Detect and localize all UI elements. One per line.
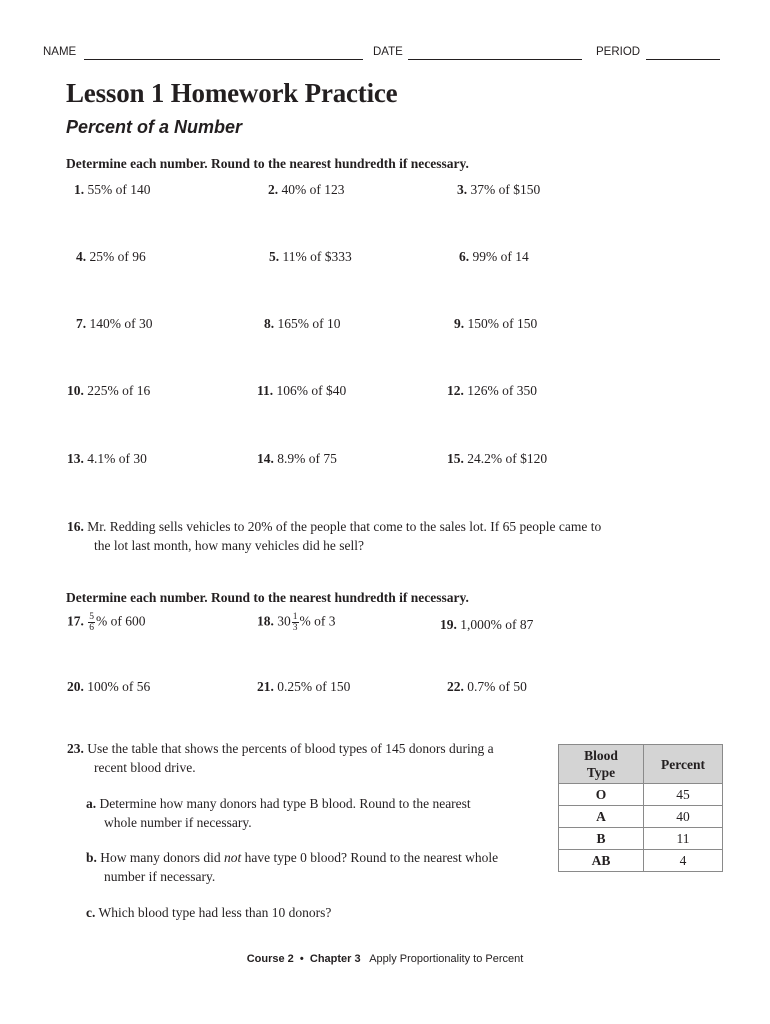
problem-6: 6. 99% of 14 bbox=[459, 249, 529, 264]
page-footer: Course 2 • Chapter 3 Apply Proportionality to Percent bbox=[246, 953, 524, 965]
table-row: O 45 bbox=[559, 784, 723, 806]
problem-8: 8. 165% of 10 bbox=[264, 316, 341, 331]
problem-14: 14. 8.9% of 75 bbox=[257, 451, 337, 466]
instructions-1: Determine each number. Round to the nearest hundredth if necessary. bbox=[66, 156, 469, 171]
period-field[interactable] bbox=[646, 59, 720, 60]
date-field[interactable] bbox=[408, 59, 582, 60]
problem-7: 7. 140% of 30 bbox=[76, 316, 153, 331]
problem-10: 10. 225% of 16 bbox=[67, 383, 151, 398]
problem-20: 20. 100% of 56 bbox=[67, 679, 151, 694]
fraction: $\frac{1}{3}$ bbox=[292, 612, 298, 633]
date-label: DATE bbox=[373, 46, 403, 58]
table-row: AB 4 bbox=[559, 850, 723, 872]
problem-5: 5. 11% of $333 bbox=[269, 249, 352, 264]
table-row: B 11 bbox=[559, 828, 723, 850]
problem-4: 4. 25% of 96 bbox=[76, 249, 146, 264]
table-row: A 40 bbox=[559, 806, 723, 828]
problem-1: 1. 55% of 140 bbox=[74, 182, 151, 197]
problem-23b: b. How many donors did not have type 0 blood? Round to the nearest whole number if necessary. bbox=[86, 850, 499, 884]
header-blood-type: Blood Type bbox=[559, 745, 644, 784]
problem-17: 17. $\frac{5}{6}$ % of 600 bbox=[67, 612, 146, 633]
fraction: $\frac{5}{6}$ bbox=[89, 612, 94, 633]
problem-16: 16. Mr. Redding sells vehicles to 20% of the people that come to the sales lot. If 65 people came to the lot last month, how many vehicles did he sell? bbox=[67, 519, 602, 553]
problem-23c: c. Which blood type had less than 10 donors? bbox=[86, 905, 332, 920]
problem-21: 21. 0.25% of 150 bbox=[257, 679, 351, 694]
name-field[interactable] bbox=[84, 59, 363, 60]
instructions-2: Determine each number. Round to the nearest hundredth if necessary. bbox=[66, 590, 469, 605]
problem-11: 11. 106% of $40 bbox=[257, 383, 347, 398]
problem-19: 19. 1,000% of 87 bbox=[440, 617, 534, 632]
problem-23a: a. Determine how many donors had type B blood. Round to the nearest whole number if necessary. bbox=[86, 796, 471, 830]
blood-type-table bbox=[558, 744, 723, 872]
header-percent: Percent bbox=[644, 745, 723, 784]
problem-15: 15. 24.2% of $120 bbox=[447, 451, 548, 466]
page-subtitle: Percent of a Number bbox=[66, 117, 243, 137]
problem-13: 13. 4.1% of 30 bbox=[67, 451, 147, 466]
period-label: PERIOD bbox=[596, 46, 641, 58]
problem-22: 22. 0.7% of 50 bbox=[447, 679, 527, 694]
problem-9: 9. 150% of 150 bbox=[454, 316, 538, 331]
name-label: NAME bbox=[43, 46, 77, 58]
problem-23: 23. Use the table that shows the percents of blood types of 145 donors during a recent blood drive. bbox=[67, 741, 494, 775]
problem-3: 3. 37% of $150 bbox=[457, 182, 541, 197]
problem-12: 12. 126% of 350 bbox=[447, 383, 537, 398]
page-title: Lesson 1 Homework Practice bbox=[66, 78, 398, 108]
problem-18: 18. 30 $\frac{1}{3}$ % of 3 bbox=[257, 612, 336, 633]
problem-2: 2. 40% of 123 bbox=[268, 182, 345, 197]
